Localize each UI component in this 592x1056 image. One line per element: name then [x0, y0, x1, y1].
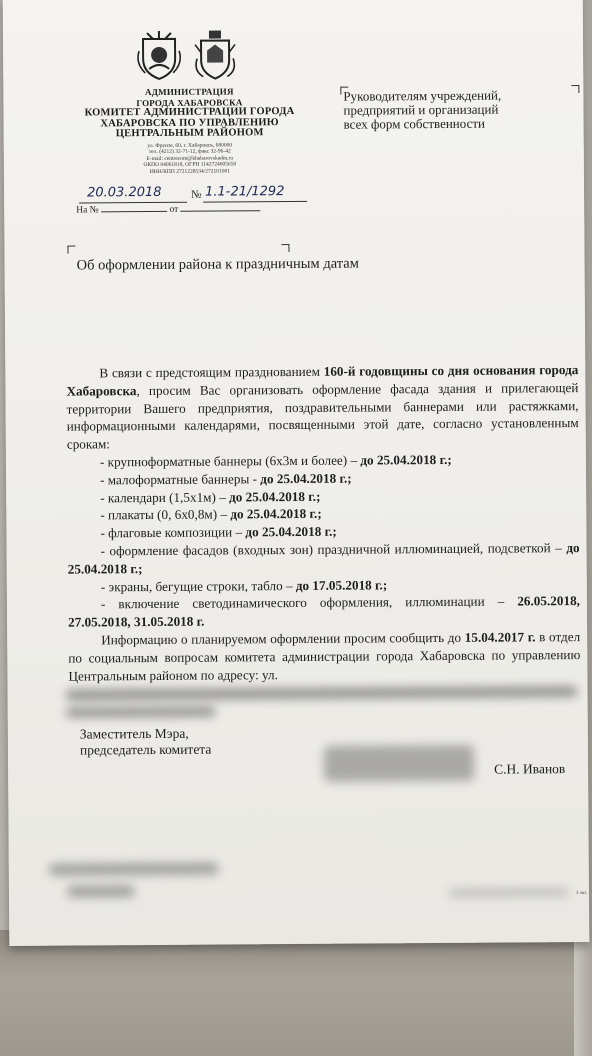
handwritten-date: 20.03.2018 [87, 184, 162, 201]
emblems [135, 28, 245, 91]
signatory-title-line: председатель комитета [79, 741, 212, 758]
item-text: - оформление фасадов (входных зон) праздничной иллюминацией, подсветкой – [100, 540, 567, 559]
ref-number-line [101, 211, 167, 212]
address-line: ОКПО 04061818, ОГРН 1142724005650 [143, 161, 237, 169]
subject-line: Об оформлении района к праздничным датам [76, 255, 359, 274]
bracket-mark [281, 244, 289, 252]
footer-mark: 3 экз. [575, 890, 588, 897]
letter-body [66, 361, 580, 685]
item-deadline: до 25.04.2018 г.; [67, 539, 580, 577]
city-coat-of-arms-icon [137, 29, 181, 81]
signatory-title-line: Заместитель Мэра, [79, 725, 189, 742]
signatory-title [80, 726, 212, 759]
org-line: АДМИНИСТРАЦИЯ [145, 86, 234, 98]
redacted-phone [67, 885, 135, 897]
redacted-footer [449, 888, 569, 897]
ref-prefix: На № [76, 205, 99, 216]
desk-surface [0, 930, 592, 1056]
ref-date-line [181, 210, 261, 212]
number-line [203, 201, 307, 203]
text: , просим Вас организовать оформление фасада здания и прилегающей территории Вашего предприятия, поздравительными баннерами или растяжками, информационными календарями, посвященными этой дате, согласно установленным срокам: [66, 379, 579, 452]
item-deadline: до 25.04.2018 г.; [228, 488, 321, 505]
redacted-address [66, 707, 216, 718]
sender-block [65, 86, 314, 176]
list-item [68, 592, 580, 631]
number-sign: № [191, 188, 202, 201]
recipient-line: предприятий и организаций [343, 101, 499, 118]
item-deadline: до 25.04.2018 г.; [230, 506, 322, 522]
address-line: ИНН/КПП 2721228534/272101001 [149, 168, 231, 175]
item-text: - включение светодинамического оформления, иллюминации – [100, 593, 518, 612]
item-text: - крупноформатные баннеры (6х3м и более) – [99, 452, 361, 470]
address-line: ул. Фрунзе, 60, г. Хабаровск, 680000 [147, 141, 233, 149]
redacted-executor [49, 863, 219, 876]
item-deadline: до 25.04.2018 г.; [260, 470, 352, 487]
org-line: ЦЕНТРАЛЬНЫМ РАЙОНОМ [115, 127, 264, 140]
org-line: ГОРОДА ХАБАРОВСКА [136, 96, 243, 108]
item-deadline: 26.05.2018, 27.05.2018, 31.05.2018 г. [68, 593, 580, 630]
bracket-mark [571, 85, 579, 93]
letter-page [3, 0, 590, 946]
text: в отдел по социальным вопросам комитета администрации города Хабаровска по управлению Центральным районом по адресу: ул. [68, 628, 581, 684]
org-line: КОМИТЕТ АДМИНИСТРАЦИИ ГОРОДА [84, 106, 295, 119]
org-line: ХАБАРОВСКА ПО УПРАВЛЕНИЮ [100, 116, 279, 129]
recipient-line: Руководителям учреждений, [343, 87, 502, 104]
item-text: - экраны, бегущие строки, табло – [100, 577, 296, 594]
list-item [68, 539, 580, 578]
region-coat-of-arms-icon [193, 28, 237, 80]
redacted-address [66, 686, 578, 701]
emphasis-text: 160-й годовщины со дня основания города Хабаровска [66, 362, 579, 399]
emphasis-text: 15.04.2017 г. [464, 629, 536, 645]
item-deadline: до 25.04.2018 г.; [245, 523, 337, 540]
ref-from: от [169, 204, 179, 215]
item-text: - календари (1,5х1м) – [100, 489, 230, 505]
date-line [79, 202, 187, 204]
bracket-mark [67, 246, 75, 254]
redacted-signature [324, 745, 474, 782]
reference-row [76, 204, 261, 215]
text: В связи с предстоящим празднованием [99, 363, 324, 381]
address-line: тел. (4212) 32-71-12, факс 32-96-42 [148, 148, 231, 156]
recipient-line: всех форм собственности [343, 115, 486, 132]
item-deadline: до 17.05.2018 г.; [295, 576, 388, 593]
handwritten-number: 1.1-21/1292 [205, 184, 285, 200]
item-text: - флаговые композиции – [100, 524, 246, 541]
address-line: E-mail: centrecom@khabarovskadm.ru [146, 155, 234, 162]
text: Информацию о планируемом оформлении просим сообщить до [101, 629, 465, 648]
item-deadline: до 25.04.2018 г.; [360, 451, 452, 468]
paragraph [68, 628, 580, 685]
paragraph [66, 361, 579, 454]
signatory-name: С.Н. Иванов [494, 761, 566, 777]
item-text: - плакаты (0, 6х0,8м) – [100, 506, 231, 523]
item-text: - малоформатные баннеры - [100, 471, 261, 488]
recipient-block [343, 88, 553, 131]
